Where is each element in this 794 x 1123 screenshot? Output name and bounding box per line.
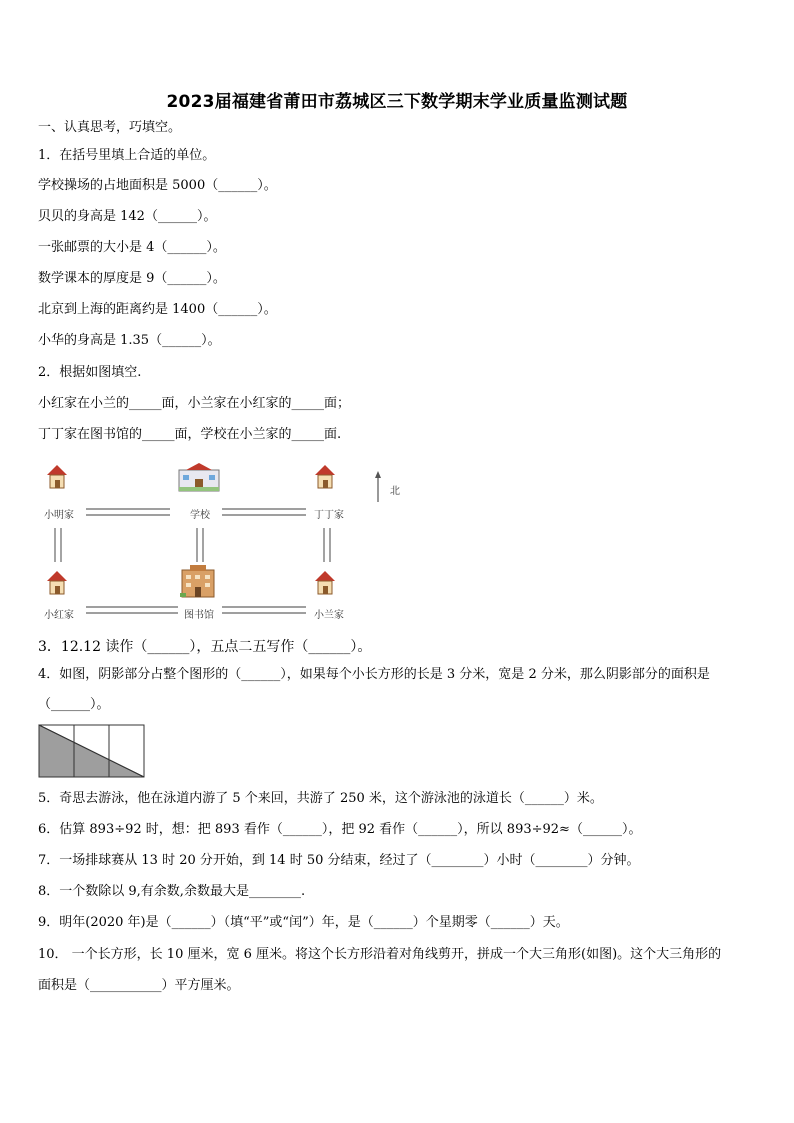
question-1-item: 北京到上海的距离约是 1400（______）。 bbox=[38, 302, 277, 317]
question-1-item: 小华的身高是 1.35（______）。 bbox=[38, 333, 221, 348]
question-7: 7．一场排球赛从 13 时 20 分开始，到 14 时 50 分结束，经过了（________）小时（________）分钟。 bbox=[38, 853, 640, 868]
map-label-dingding: 丁丁家 bbox=[314, 510, 344, 521]
north-arrow-icon bbox=[372, 470, 406, 504]
question-4-line: （______）。 bbox=[38, 697, 110, 712]
question-10-line: 面积是（___________）平方厘米。 bbox=[38, 978, 240, 993]
house-icon bbox=[46, 570, 68, 596]
question-10-line: 10． 一个长方形，长 10 厘米，宽 6 厘米。将这个长方形沿着对角线剪开，拼成一个大三角形(如图)。这个大三角形的 bbox=[38, 947, 722, 962]
question-2-line: 丁丁家在图书馆的_____面，学校在小兰家的_____面. bbox=[38, 427, 342, 442]
map-figure bbox=[38, 460, 418, 625]
question-1-item: 贝贝的身高是 142（______）。 bbox=[38, 209, 217, 224]
question-2-line: 小红家在小兰的_____面，小兰家在小红家的_____面； bbox=[38, 396, 351, 411]
question-5: 5．奇思去游泳，他在泳道内游了 5 个来回，共游了 250 米，这个游泳池的泳道长（______）米。 bbox=[38, 791, 603, 806]
question-1-item: 一张邮票的大小是 4（______）。 bbox=[38, 240, 226, 255]
question-9: 9．明年(2020 年)是（______）（填“平”或“闰”）年，是（______）个星期零（______）天。 bbox=[38, 915, 569, 930]
question-4-line: 4．如图，阴影部分占整个图形的（______），如果每个小长方形的长是 3 分米，宽是 2 分米，那么阴影部分的面积是 bbox=[38, 667, 710, 682]
north-label: 北 bbox=[390, 486, 400, 497]
shaded-rectangle-figure bbox=[38, 724, 146, 778]
library-icon bbox=[180, 564, 216, 598]
map-label-xiaohong: 小红家 bbox=[44, 610, 74, 621]
map-label-xiaoming: 小明家 bbox=[44, 510, 74, 521]
question-2-stem: 2．根据如图填空. bbox=[38, 365, 142, 380]
question-3: 3．12.12 读作（______），五点二五写作（______）。 bbox=[38, 639, 372, 655]
question-1-item: 学校操场的占地面积是 5000（______）。 bbox=[38, 178, 277, 193]
map-label-xiaolan: 小兰家 bbox=[314, 610, 344, 621]
section-heading: 一、认真思考，巧填空。 bbox=[38, 120, 182, 135]
school-icon bbox=[178, 462, 220, 492]
map-roads bbox=[38, 460, 418, 625]
question-6: 6．估算 893÷92 时，想：把 893 看作（______），把 92 看作（______），所以 893÷92≈（______）。 bbox=[38, 822, 642, 837]
question-1-item: 数学课本的厚度是 9（______）。 bbox=[38, 271, 226, 286]
map-label-library: 图书馆 bbox=[184, 610, 214, 621]
page-title: 2023届福建省莆田市荔城区三下数学期末学业质量监测试题 bbox=[166, 92, 628, 112]
map-label-school: 学校 bbox=[190, 510, 210, 521]
house-icon bbox=[314, 570, 336, 596]
house-icon bbox=[314, 464, 336, 490]
question-8: 8．一个数除以 9,有余数,余数最大是________. bbox=[38, 884, 306, 899]
question-1-stem: 1．在括号里填上合适的单位。 bbox=[38, 148, 216, 163]
house-icon bbox=[46, 464, 68, 490]
